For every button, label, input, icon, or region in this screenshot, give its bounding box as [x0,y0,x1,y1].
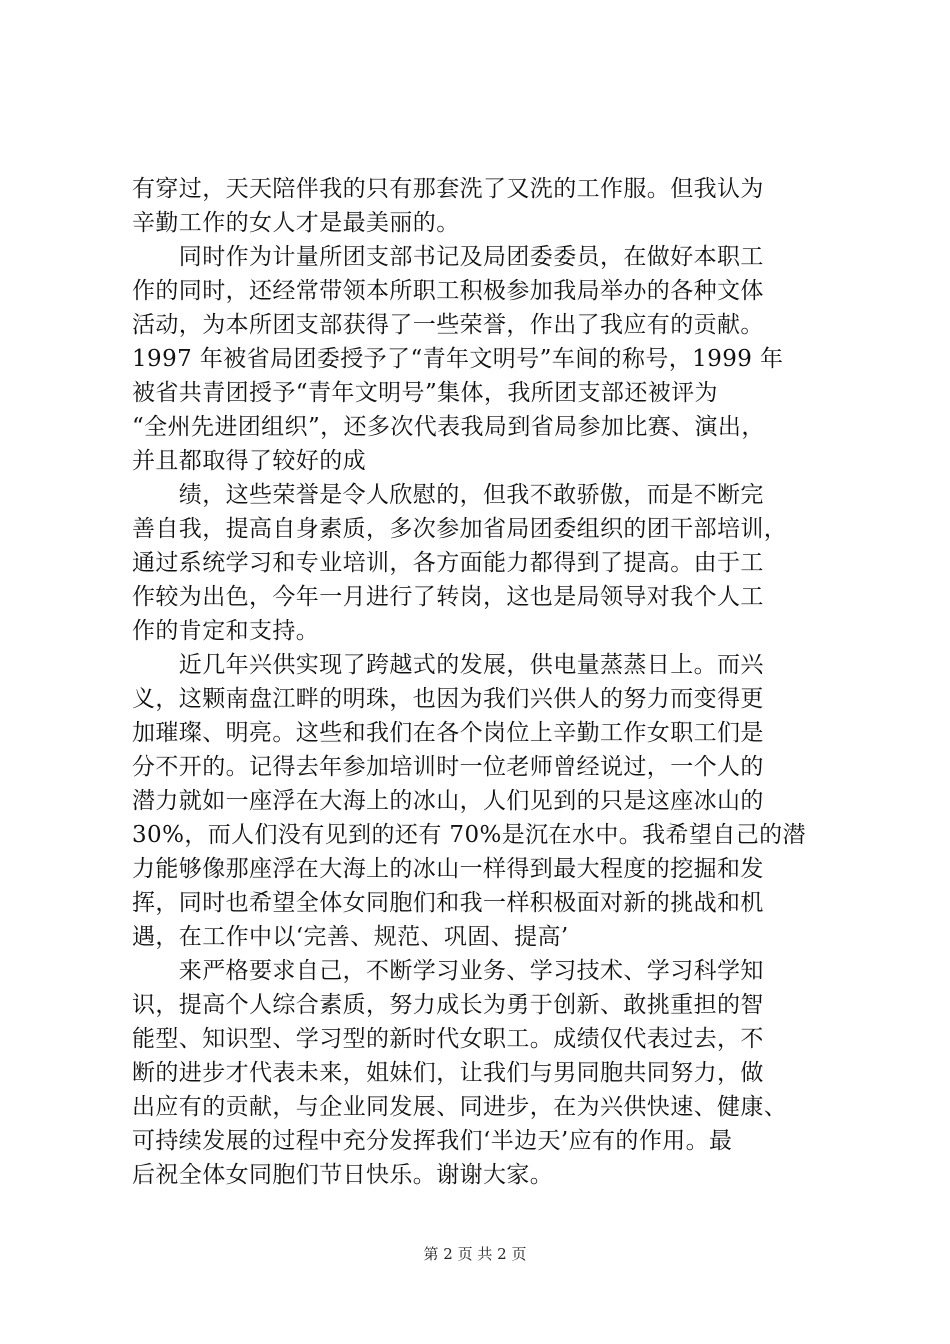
text-line: 30%，而人们没有见到的还有 70%是沉在水中。我希望自己的潜 [132,822,806,848]
text-line: “全州先进团组织”，还多次代表我局到省局参加比赛、演出， [132,414,765,440]
text-line: 1997 年被省局团委授予了“青年文明号”车间的称号，1999 年 [132,346,784,372]
text-line: 断的进步才代表未来，姐妹们，让我们与男同胞共同努力，做 [132,1060,764,1086]
text-line: 通过系统学习和专业培训，各方面能力都得到了提高。由于工 [132,550,764,576]
text-line: 来严格要求自己，不断学习业务、学习技术、学习科学知 [132,958,764,984]
text-line: 作的同时，还经常带领本所职工积极参加我局举办的各种文体 [132,278,764,304]
text-line: 作的肯定和支持。 [132,618,320,644]
text-line: 加璀璨、明亮。这些和我们在各个岗位上辛勤工作女职工们是 [132,720,764,746]
text-line: 近几年兴供实现了跨越式的发展，供电量蒸蒸日上。而兴 [132,652,764,678]
text-line: 被省共青团授予“青年文明号”集体，我所团支部还被评为 [132,380,718,406]
text-line: 能型、知识型、学习型的新时代女职工。成绩仅代表过去，不 [132,1026,764,1052]
text-line: 遇，在工作中以‘完善、规范、巩固、提高’ [132,924,569,950]
text-line: 有穿过，天天陪伴我的只有那套洗了又洗的工作服。但我认为 [132,176,764,202]
text-line: 并且都取得了较好的成 [132,448,366,474]
text-line: 绩，这些荣誉是令人欣慰的，但我不敢骄傲，而是不断完 [132,482,764,508]
text-line: 同时作为计量所团支部书记及局团委委员，在做好本职工 [132,244,764,270]
text-line: 力能够像那座浮在大海上的冰山一样得到最大程度的挖掘和发 [132,856,764,882]
text-line: 挥，同时也希望全体女同胞们和我一样积极面对新的挑战和机 [132,890,764,916]
text-line: 后祝全体女同胞们节日快乐。谢谢大家。 [132,1162,554,1188]
text-line: 分不开的。记得去年参加培训时一位老师曾经说过，一个人的 [132,754,764,780]
text-line: 活动，为本所团支部获得了一些荣誉，作出了我应有的贡献。 [132,312,764,338]
document-body [132,172,832,1192]
text-line: 出应有的贡献，与企业同发展、同进步，在为兴供快速、健康、 [132,1094,788,1120]
text-line: 辛勤工作的女人才是最美丽的。 [132,210,460,236]
text-line: 善自我，提高自身素质，多次参加省局团委组织的团干部培训， [132,516,788,542]
text-line: 识，提高个人综合素质，努力成长为勇于创新、敢挑重担的智 [132,992,764,1018]
text-line: 作较为出色，今年一月进行了转岗，这也是局领导对我个人工 [132,584,764,610]
page-number-footer: 第 2 页 共 2 页 [423,1245,527,1263]
text-line: 可持续发展的过程中充分发挥我们‘半边天’应有的作用。最 [132,1128,733,1154]
text-line: 潜力就如一座浮在大海上的冰山，人们见到的只是这座冰山的 [132,788,764,814]
text-line: 义，这颗南盘江畔的明珠，也因为我们兴供人的努力而变得更 [132,686,764,712]
